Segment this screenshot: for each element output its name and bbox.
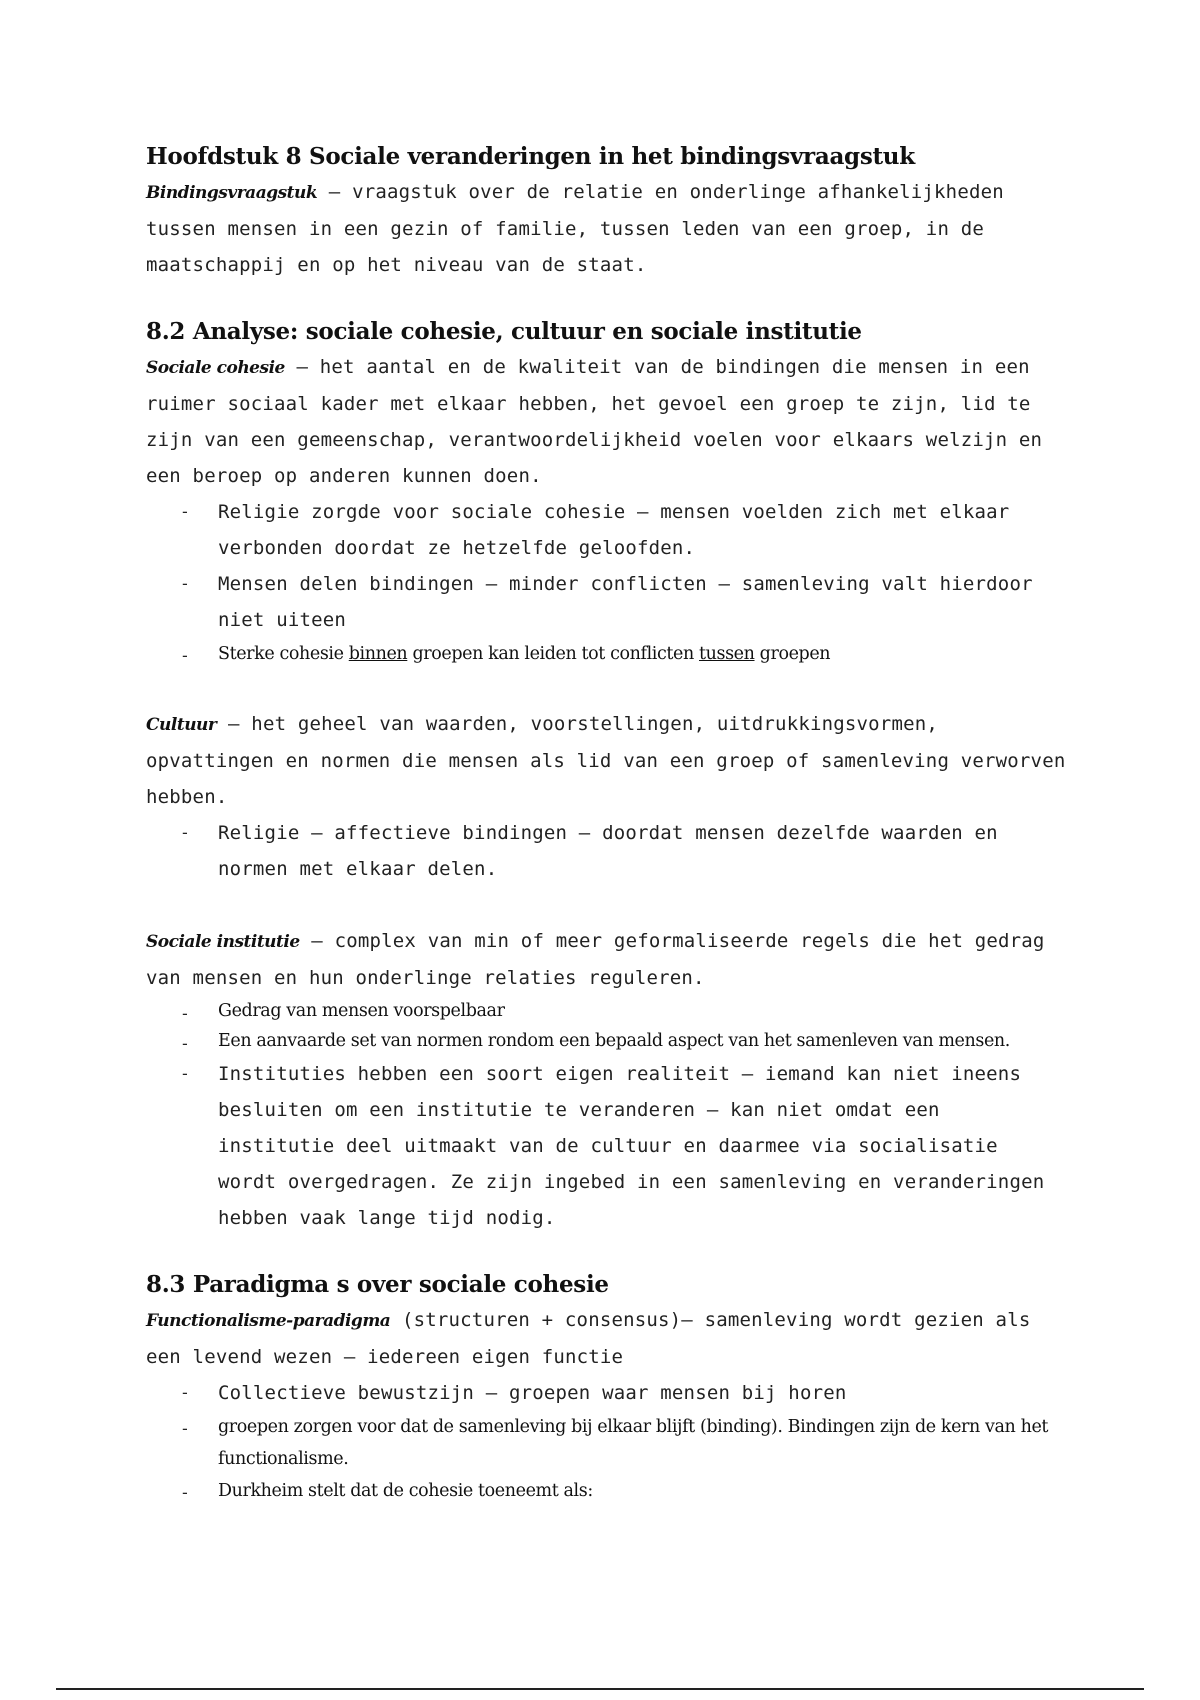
definition-text: – vraagstuk over de relatie en onderlinge afhankelijkheden tussen mensen in een gezin of familie, tussen leden van een groep, in de maatschappij en op het niveau van de staat. [146,181,1004,276]
term-sociale-cohesie: Sociale cohesie [146,358,285,378]
definition-text: (structuren + consensus)– samenleving wordt gezien als een levend wezen – iedereen eigen functie [146,1309,1031,1368]
bullet-dash: - [182,1004,188,1023]
footer-rule [56,1688,1144,1690]
list-item: - Een aanvaarde set van normen rondom een bepaald aspect van het samenleven van mensen. [146,1026,1066,1056]
bullet-dash: - [182,1034,188,1053]
list-item: - Religie – affectieve bindingen – doordat mensen dezelfde waarden en normen met elkaar delen. [146,815,1066,887]
bullet-dash: - [182,1383,188,1402]
bindingsvraagstuk-definition [146,174,1066,283]
underlined-word: binnen [348,644,408,664]
bullet-dash: - [182,1483,188,1502]
list-item: - Gedrag van mensen voorspelbaar [146,996,1066,1026]
list-item: - Sterke cohesie binnen groepen kan leiden tot conflicten tussen groepen [146,638,1066,670]
institutie-bullet-list [146,996,1066,1236]
list-item: - groepen zorgen voor dat de samenleving bij elkaar blijft (binding). Bindingen zijn de kern van het functionalisme. [146,1411,1066,1475]
section-heading-8-3: 8.3 Paradigma s over sociale cohesie [146,1271,609,1298]
bullet-dash: - [182,502,188,521]
sociale-cohesie-definition [146,349,1066,494]
bullet-dash: - [182,1064,188,1083]
cultuur-bullet-list [146,815,1066,887]
functionalisme-bullet-list [146,1375,1066,1507]
chapter-heading: Hoofdstuk 8 Sociale veranderingen in het bindingsvraagstuk [146,143,915,170]
definition-text: – complex van min of meer geformaliseerde regels die het gedrag van mensen en hun onderlinge relaties reguleren. [146,930,1045,989]
term-bindingsvraagstuk: Bindingsvraagstuk [146,183,318,203]
bullet-dash: - [182,646,188,665]
section-heading-8-2: 8.2 Analyse: sociale cohesie, cultuur en sociale institutie [146,318,862,345]
list-item: - Religie zorgde voor sociale cohesie – mensen voelden zich met elkaar verbonden doordat ze hetzelfde geloofden. [146,494,1066,566]
list-item: - Collectieve bewustzijn – groepen waar mensen bij horen [146,1375,1066,1411]
bullet-dash: - [182,1419,188,1438]
term-cultuur: Cultuur [146,715,217,735]
functionalisme-definition [146,1302,1066,1375]
spacer [146,670,1066,706]
definition-text: – het geheel van waarden, voorstellingen, uitdrukkingsvormen, opvattingen en normen die mensen als lid van een groep of samenleving verworven hebben. [146,713,1066,808]
bullet-dash: - [182,574,188,593]
sociale-institutie-definition [146,923,1066,996]
term-sociale-institutie: Sociale institutie [146,932,300,952]
spacer [146,887,1066,923]
list-item: - Instituties hebben een soort eigen realiteit – iemand kan niet ineens besluiten om een institutie te veranderen – kan niet omdat een institutie deel uitmaakt van de cultuur en daarmee via socialisatie wordt overgedragen. Ze zijn ingebed in een samenleving en veranderingen hebben vaak lange tijd nodig. [146,1056,1066,1236]
underlined-word: tussen [699,644,755,664]
bullet-dash: - [182,823,188,842]
list-item: - Durkheim stelt dat de cohesie toeneemt als: [146,1475,1066,1507]
term-functionalisme: Functionalisme-paradigma [146,1311,391,1331]
cohesie-bullet-list [146,494,1066,670]
document-page [146,140,1066,1507]
definition-text: – het aantal en de kwaliteit van de bindingen die mensen in een ruimer sociaal kader met elkaar hebben, het gevoel een groep te zijn, lid te zijn van een gemeenschap, verantwoordelijkheid voelen voor elkaars welzijn en een beroep op anderen kunnen doen. [146,356,1043,487]
cultuur-definition [146,706,1066,815]
list-item: - Mensen delen bindingen – minder conflicten – samenleving valt hierdoor niet uiteen [146,566,1066,638]
